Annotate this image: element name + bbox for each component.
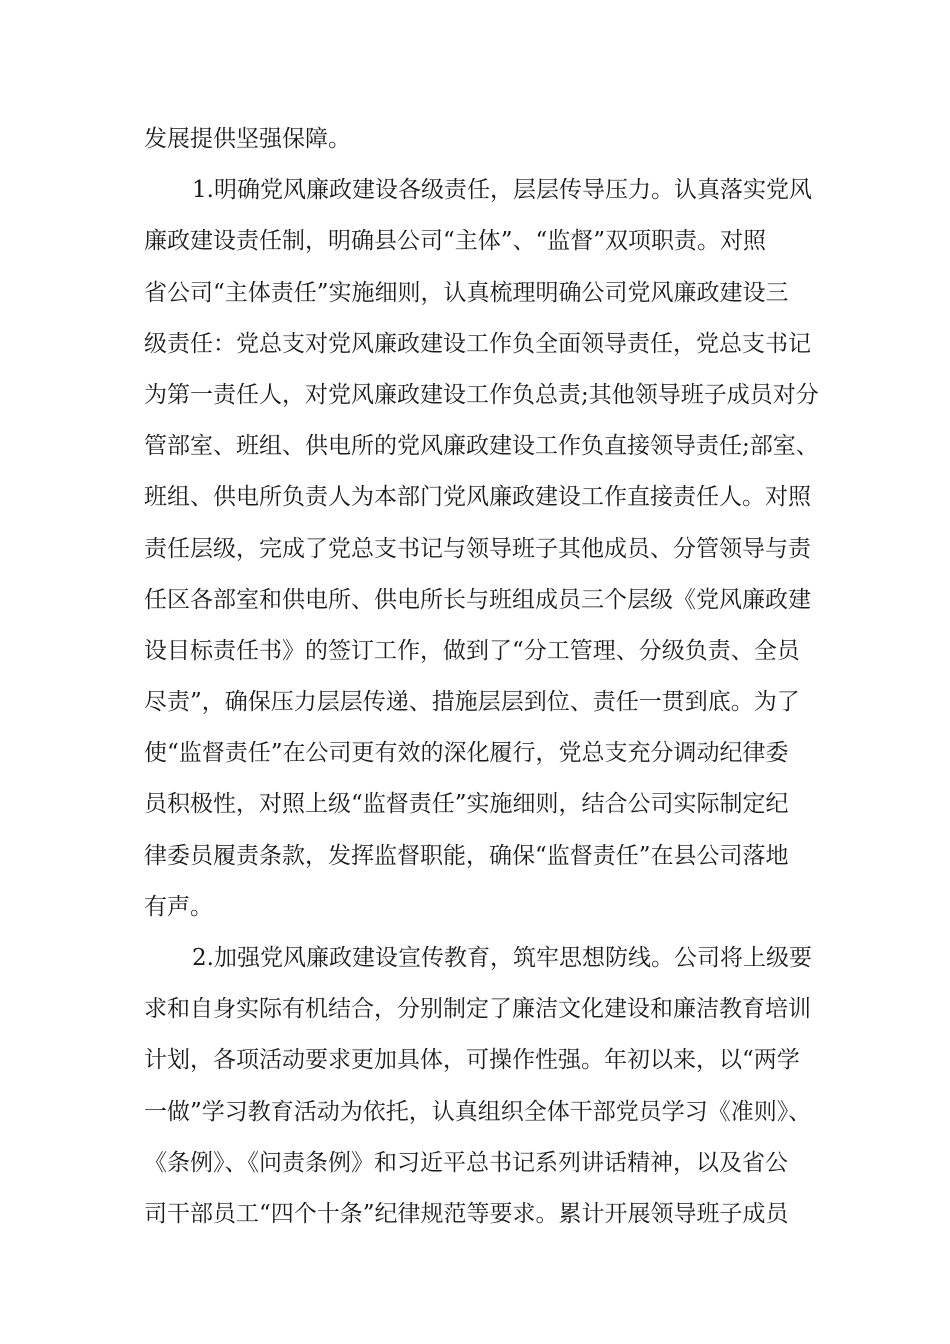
text-line: 为第一责任人，对党风廉政建设工作负总责;其他领导班子成员对分 [144, 381, 819, 408]
text-line: 任区各部室和供电所、供电所长与班组成员三个层级《党风廉政建 [144, 586, 811, 613]
text-line: 尽责”，确保压力层层传递、措施层层到位、责任一贯到底。为了 [144, 689, 800, 716]
text-line: 《条例》、《问责条例》和习近平总书记系列讲话精神，以及省公 [144, 1149, 788, 1176]
paragraph-1-first-line: 1.明确党风廉政建设各级责任，层层传导压力。认真落实党风 [192, 177, 812, 204]
text-line: 律委员履责条款，发挥监督职能，确保“监督责任”在县公司落地 [144, 842, 789, 869]
text-line: 廉政建设责任制，明确县公司“主体”、“监督”双项职责。对照 [144, 228, 767, 255]
text-line: 级责任：党总支对党风廉政建设工作负全面领导责任，党总支书记 [144, 330, 811, 357]
text-line: 计划，各项活动要求更加具体，可操作性强。年初以来，以“两学 [144, 1047, 800, 1074]
text-line: 有声。 [144, 893, 213, 920]
text-line: 发展提供坚强保障。 [144, 126, 351, 152]
text-line: 员积极性，对照上级“监督责任”实施细则，结合公司实际制定纪 [144, 791, 789, 818]
text-line: 省公司“主体责任”实施细则，认真梳理明确公司党风廉政建设三 [144, 279, 789, 306]
text-line: 管部室、班组、供电所的党风廉政建设工作负直接领导责任;部室、 [144, 433, 819, 460]
text-line: 责任层级，完成了党总支书记与领导班子其他成员、分管领导与责 [144, 535, 811, 562]
text-line: 使“监督责任”在公司更有效的深化履行，党总支充分调动纪律委 [144, 740, 789, 767]
text-line: 求和自身实际有机结合，分别制定了廉洁文化建设和廉洁教育培训 [144, 996, 811, 1023]
document-body [144, 114, 844, 1240]
text-line: 一做”学习教育活动为依托，认真组织全体干部党员学习《准则》、 [144, 1098, 812, 1125]
text-line: 设目标责任书》的签订工作，做到了“分工管理、分级负责、全员 [144, 637, 800, 664]
paragraph-2-first-line: 2.加强党风廉政建设宣传教育，筑牢思想防线。公司将上级要 [192, 945, 812, 971]
text-line: 司干部员工“四个十条”纪律规范等要求。累计开展领导班子成员 [144, 1200, 789, 1227]
text-line: 班组、供电所负责人为本部门党风廉政建设工作直接责任人。对照 [144, 484, 811, 511]
